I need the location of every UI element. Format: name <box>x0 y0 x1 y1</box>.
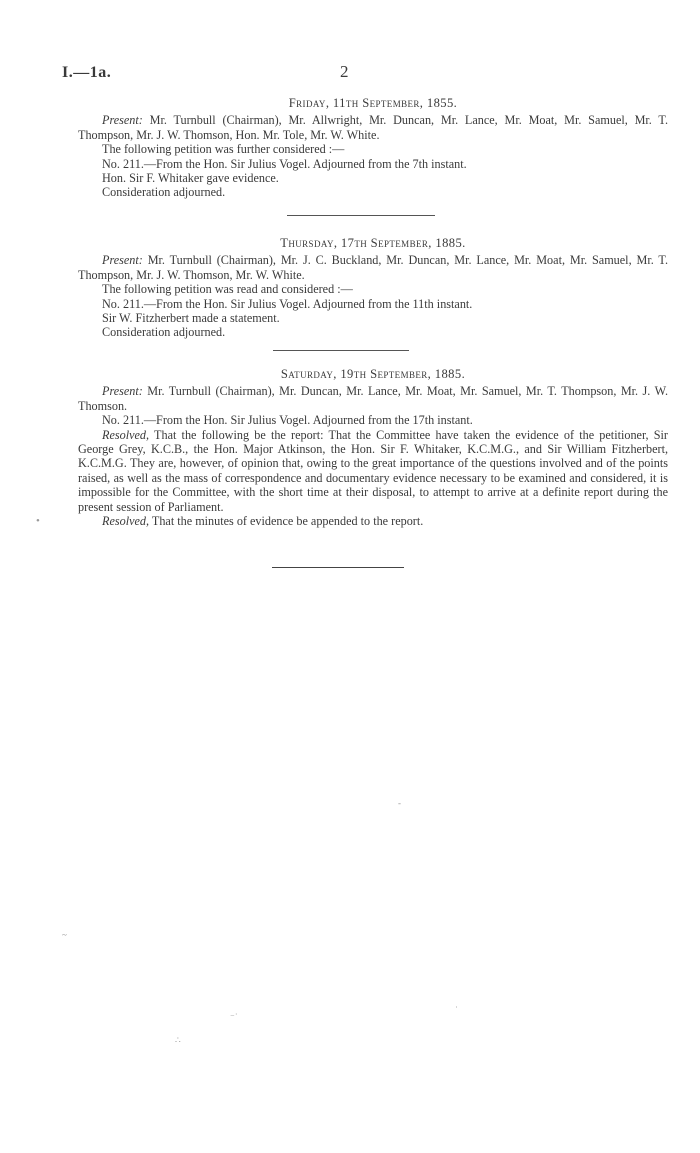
minute-line: Sir W. Fitzherbert made a statement. <box>102 311 280 326</box>
present-members: Mr. Turnbull (Chairman), Mr. J. C. Buckland, Mr. Duncan, Mr. Lance, Mr. Moat, Mr. Samuel, Mr. T. Thompson, Mr. J. W. Thomson, Mr. W. White. <box>78 253 668 282</box>
minute-line: The following petition was read and considered :— <box>102 282 353 297</box>
scan-speck: ∴ <box>175 1035 181 1045</box>
section-heading: Friday, 11th September, 1855. <box>288 96 458 110</box>
present-members: Mr. Turnbull (Chairman), Mr. Duncan, Mr. Lance, Mr. Moat, Mr. Samuel, Mr. T. Thompson, Mr. J. W. Thomson. <box>78 384 668 413</box>
minute-line: No. 211.—From the Hon. Sir Julius Vogel. Adjourned from the 7th instant. <box>102 156 467 171</box>
section-heading: Saturday, 19th September, 1885. <box>280 367 466 381</box>
resolved-label: Resolved, <box>102 427 150 442</box>
minute-line: No. 211.—From the Hon. Sir Julius Vogel. Adjourned from the 11th instant. <box>102 296 473 311</box>
resolved-label: Resolved, <box>102 514 150 529</box>
present-label: Present: <box>102 113 143 128</box>
present-paragraph <box>78 384 668 413</box>
section-divider <box>273 350 409 351</box>
minute-line: The following petition was further considered :— <box>102 142 345 157</box>
present-members: Mr. Turnbull (Chairman), Mr. Allwright, Mr. Duncan, Mr. Lance, Mr. Moat, Mr. Samuel, Mr. T. Thompson, Mr. J. W. Thomson, Hon. Mr. Tole, Mr. W. White. <box>78 113 668 142</box>
resolved-paragraph <box>78 428 668 514</box>
resolved-text: That the minutes of evidence be appended to the report. <box>149 514 424 529</box>
present-paragraph <box>78 113 668 142</box>
page-identifier: I.—1a. <box>62 64 112 81</box>
scan-speck: - <box>398 798 401 808</box>
minute-line: Consideration adjourned. <box>102 325 226 340</box>
scan-speck: • <box>36 515 40 527</box>
minutes-section-3 <box>78 367 668 528</box>
section-divider <box>287 215 435 216</box>
minutes-section-1 <box>78 96 668 200</box>
resolved-text: That the following be the report: That the Committee have taken the evidence of the petitioner, Sir George Grey, K.C.B., the Hon. Major Atkinson, the Hon. Sir F. Whitaker, K.C.M.G., and Sir William Fitzherbert, K.C.M.G. They are, however, of opinion that, owing to the great importance of the questions involved and of the points raised, as well as the mass of correspondence and documentary evidence necessary to be examined and considered, it is impossible for the Committee, with the short time at their disposal, to attempt to arrive at a definite report during the present session of Parliament. <box>78 427 668 514</box>
minutes-section-2 <box>78 236 668 340</box>
scan-speck: ⁻˙ <box>230 1012 238 1022</box>
resolved-paragraph <box>78 514 668 528</box>
section-heading: Thursday, 17th September, 1885. <box>280 236 466 250</box>
scan-speck: ~ <box>62 930 67 940</box>
minute-line: Consideration adjourned. <box>102 185 226 200</box>
present-paragraph <box>78 253 668 282</box>
minute-line: No. 211.—From the Hon. Sir Julius Vogel. Adjourned from the 17th instant. <box>102 413 473 428</box>
page-number: 2 <box>340 62 349 81</box>
scan-speck: ˙ <box>455 1005 458 1015</box>
present-label: Present: <box>102 384 143 399</box>
minute-line: Hon. Sir F. Whitaker gave evidence. <box>102 171 279 186</box>
present-label: Present: <box>102 253 143 268</box>
end-divider <box>272 567 404 568</box>
